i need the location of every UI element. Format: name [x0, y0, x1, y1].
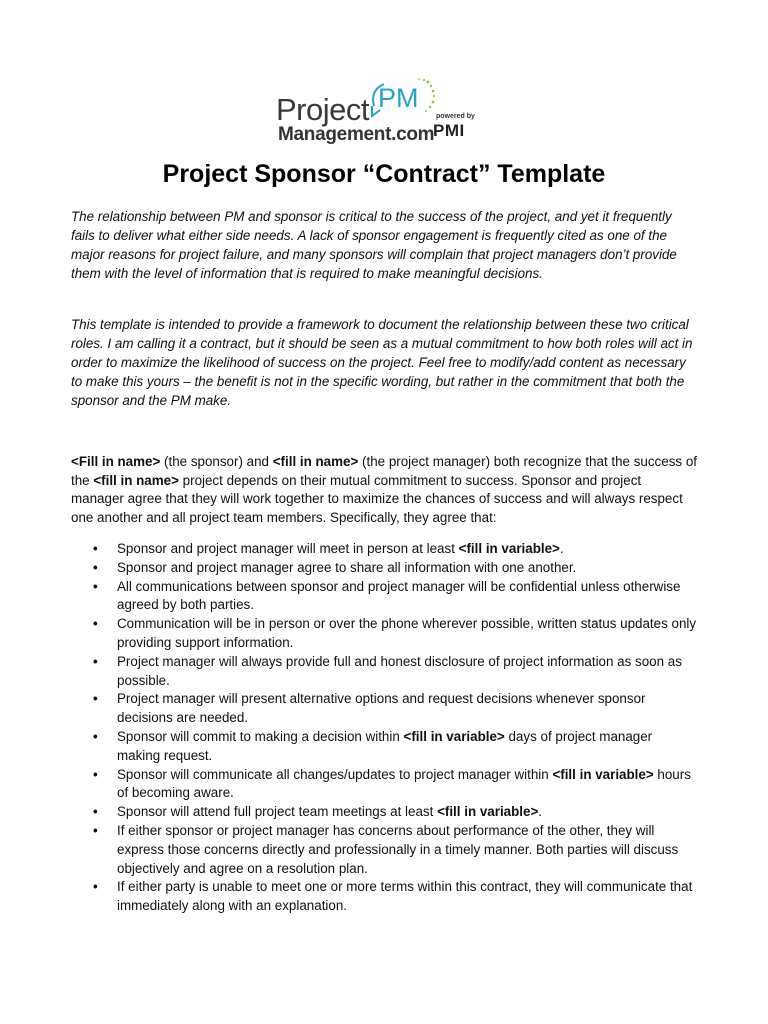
projectmanagement-logo [276, 70, 496, 150]
bullet-icon: • [93, 653, 98, 669]
pm-speech-bubble-icon [368, 76, 438, 126]
fill-in-pm-name: <fill in name> [272, 454, 359, 469]
list-item [71, 653, 697, 691]
term-text: Sponsor will attend full project team meetings at least [117, 804, 438, 820]
fill-in-variable: <fill in variable> [458, 541, 560, 556]
bullet-icon: • [93, 559, 98, 575]
fill-in-sponsor-name: <Fill in name> [71, 454, 161, 469]
agreement-text-2: (the project manager) both recognize that the success of the [71, 454, 697, 488]
fill-in-variable: <fill in variable> [403, 728, 505, 744]
term-text: Communication will be in person or over the phone wherever possible, written status updates only providing support information. [117, 616, 697, 650]
intro-paragraph-1: The relationship between PM and sponsor is critical to the success of the project, and yet it frequently fails to deliver what either side needs. A lack of sponsor engagement is frequently cited as one of the major reasons for project failure, and many sponsors will complain that project managers don’t provide them with the level of information that is required to make meaningful decisions. [71, 209, 677, 281]
term-text-end: . [538, 804, 543, 820]
term-text: Project manager will present alternative options and request decisions whenever sponsor decisions are needed. [117, 691, 646, 726]
page-title: Project Sponsor “Contract” Template [162, 160, 606, 188]
bullet-icon: • [93, 879, 98, 895]
logo-powered-by: powered by [436, 113, 475, 120]
term-text-end: . [559, 541, 564, 556]
list-item [71, 728, 697, 766]
term-text: Sponsor and project manager will meet in person at least [117, 541, 459, 556]
intro-paragraph-2: This template is intended to provide a framework to document the relationship between these two critical roles. I am calling it a contract, but it should be seen as a mutual commitment to how both roles will act in order to maximize the likelihood of success on the project. Feel free to modify/add content as necessary to make this yours – the benefit is not in the specific wording, but rather in the commitment that both the sponsor and the PM make. [71, 317, 693, 408]
logo-word-project: Project [276, 92, 369, 127]
list-item [71, 803, 697, 822]
fill-in-variable: <fill in variable> [437, 804, 539, 820]
agreement-text-1: (the sponsor) and [160, 454, 273, 469]
term-text: Sponsor will commit to making a decision within [117, 728, 404, 744]
term-text-end: hours of becoming aware. [117, 766, 691, 801]
list-item [71, 690, 697, 728]
list-item [71, 540, 697, 559]
bullet-icon: • [93, 541, 98, 556]
term-text: If either sponsor or project manager has concerns about performance of the other, they will express those concerns directly and professionally in a timely manner. Both parties will discuss objectively and agree on a resolution plan. [117, 822, 679, 876]
list-item [71, 822, 697, 878]
bullet-icon: • [93, 766, 98, 782]
logo-word-pm: PM [378, 83, 419, 113]
term-text: Project manager will always provide full and honest disclosure of project information as soon as possible. [117, 653, 682, 688]
agreement-text-3: project depends on their mutual commitment to success. Sponsor and project manager agree that they will work together to maximize the chances of success and will always respect one another and all project team members. Specifically, they agree that: [71, 472, 683, 525]
list-item [71, 559, 697, 578]
bullet-icon: • [93, 804, 98, 820]
list-item [71, 766, 697, 804]
list-item [71, 615, 697, 653]
agreement-terms-list [71, 540, 697, 916]
logo-word-management: Management.com [278, 124, 435, 145]
term-text: Sponsor and project manager agree to share all information with one another. [117, 559, 577, 575]
bullet-icon: • [93, 616, 98, 632]
term-text: All communications between sponsor and project manager will be confidential unless otherwise agreed by both parties. [117, 578, 681, 613]
bullet-icon: • [93, 691, 98, 707]
list-item [71, 878, 697, 916]
term-text: If either party is unable to meet one or more terms within this contract, they will communicate that immediately along with an explanation. [117, 879, 693, 914]
fill-in-variable: <fill in variable> [552, 766, 654, 782]
pmi-logo: PMI [433, 121, 465, 140]
term-text: Sponsor will communicate all changes/updates to project manager within [117, 766, 553, 782]
agreement-paragraph [71, 453, 697, 527]
term-text-end: days of project manager making request. [117, 728, 653, 763]
list-item [71, 578, 697, 616]
bullet-icon: • [93, 578, 98, 594]
fill-in-project-name: <fill in name> [93, 472, 179, 488]
bullet-icon: • [93, 728, 98, 744]
bullet-icon: • [93, 822, 98, 838]
